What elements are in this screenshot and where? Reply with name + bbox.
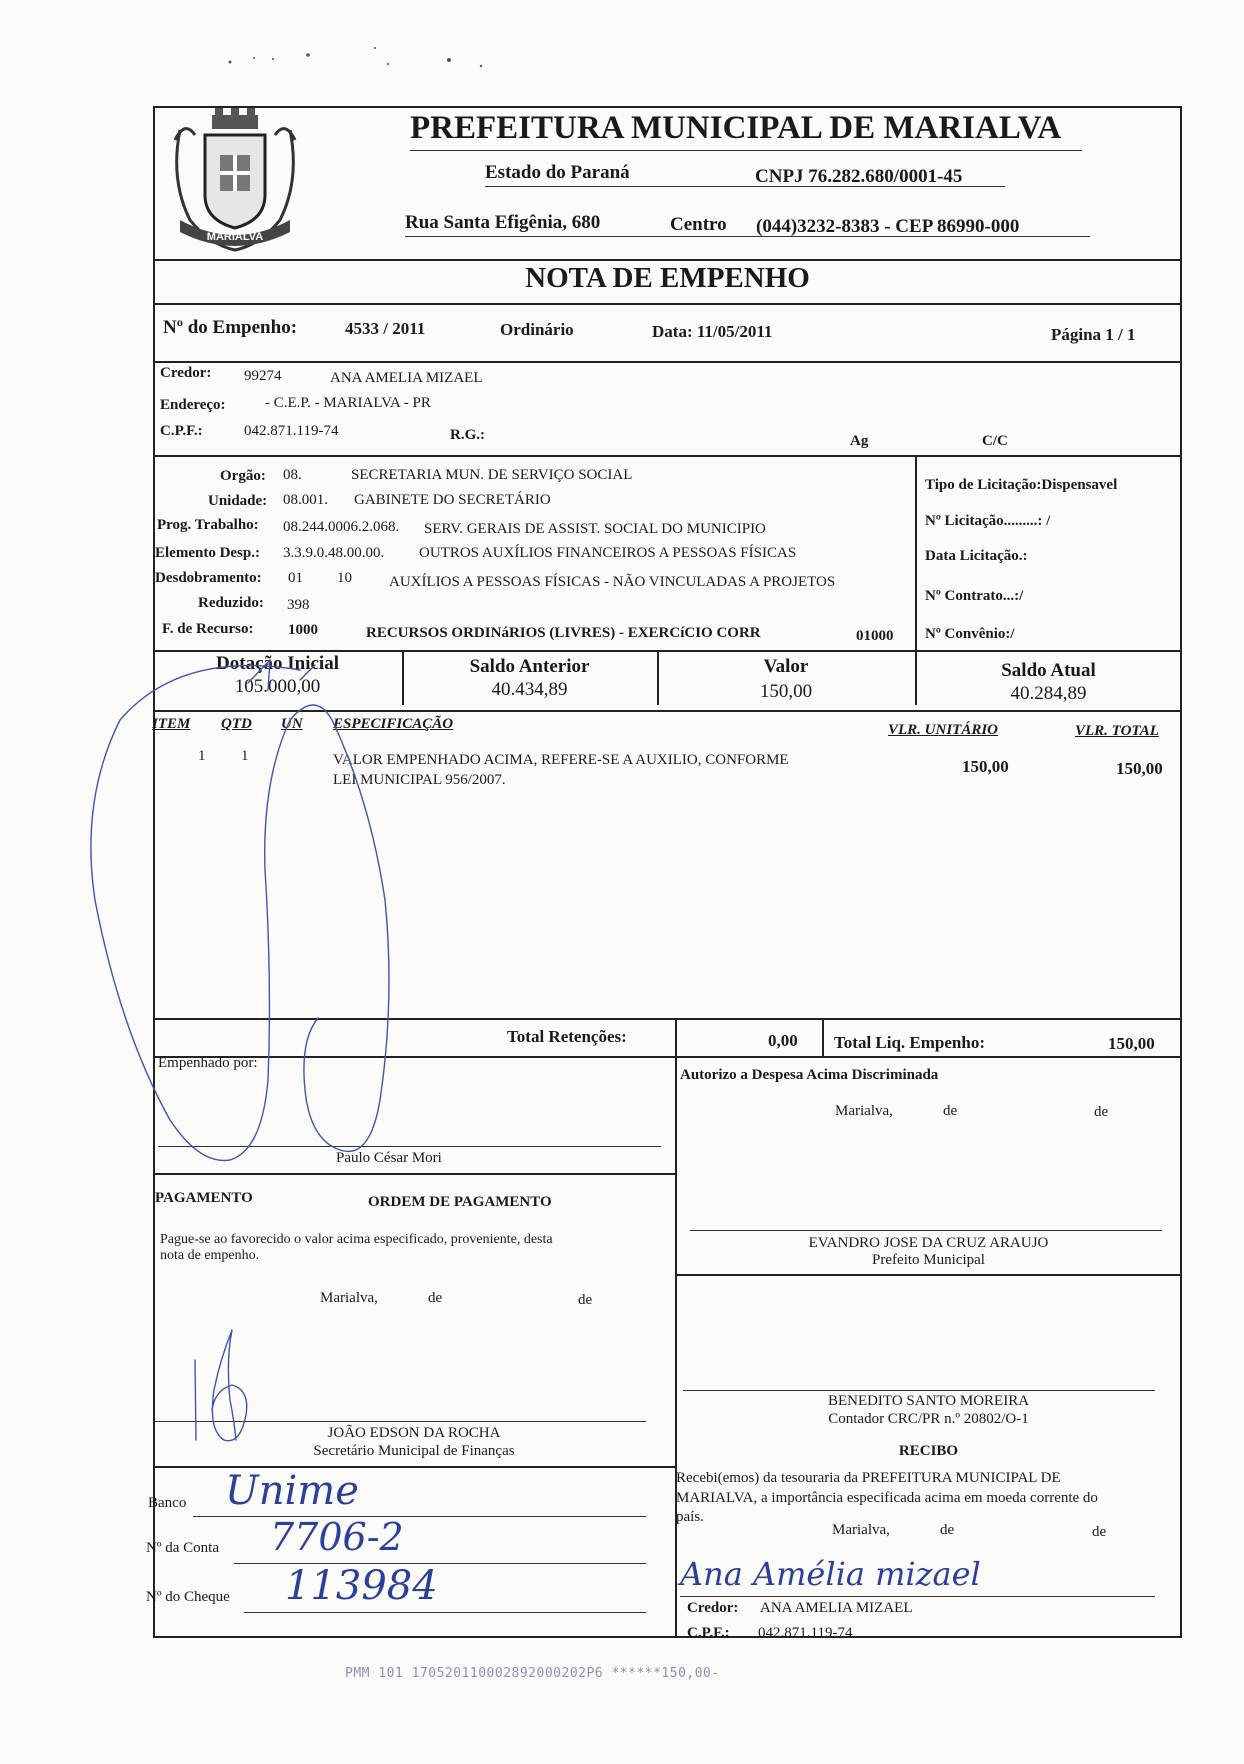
banco-label: Banco [148, 1495, 187, 1511]
empenho-number: 4533 / 2011 [345, 319, 426, 338]
numero-convenio: Nº Convênio:/ [925, 626, 1015, 642]
signature-line [683, 1390, 1155, 1391]
orgao-label: Orgão: [220, 468, 266, 484]
empenho-type: Ordinário [500, 320, 574, 339]
rule [153, 710, 1182, 712]
col-un-header: UN [281, 716, 303, 732]
dotacao-value: 105.000,00 [234, 676, 321, 697]
cc-label: C/C [982, 433, 1008, 449]
header-street: Rua Santa Efigênia, 680 [405, 212, 601, 233]
ordem-de-1: de [428, 1290, 443, 1306]
empenho-date: Data: 11/05/2011 [652, 322, 773, 341]
recibo-de-2: de [1092, 1524, 1107, 1540]
divider [675, 1018, 677, 1056]
item-number: 1 [198, 748, 206, 764]
header-state: Estado do Paraná [485, 162, 630, 183]
desdobramento-b: 10 [337, 570, 352, 586]
credor-code: 99274 [244, 368, 282, 384]
desdobramento-a: 01 [288, 570, 303, 586]
recibo-credor-label: Credor: [687, 1600, 739, 1616]
item-espec-line-1: VALOR EMPENHADO ACIMA, REFERE-SE A AUXILIO, CONFORME [333, 752, 789, 768]
pagamento-label: PAGAMENTO [155, 1190, 253, 1206]
recibo-city: Marialva, [832, 1522, 890, 1538]
unidade-code: 08.001. [283, 492, 328, 508]
recibo-cpf-label: C.P.F.: [687, 1625, 730, 1641]
cheque-line [244, 1612, 646, 1613]
data-licitacao: Data Licitação.: [925, 548, 1028, 564]
unidade-label: Unidade: [208, 493, 268, 509]
desdobramento-label: Desdobramento: [155, 570, 262, 586]
header-address-underline [405, 236, 1090, 237]
orgao-code: 08. [283, 467, 302, 483]
rule [153, 1018, 1182, 1020]
document-title: NOTA DE EMPENHO [525, 262, 810, 294]
recibo-text-1: Recebi(emos) da tesouraria da PREFEITURA MUNICIPAL DE [676, 1470, 1061, 1486]
ordem-text-2: nota de empenho. [160, 1248, 260, 1263]
item-vlr-unit: 150,00 [962, 757, 1009, 776]
barcode-text: PMM 101 170520110002892000202P6 ******150,00- [345, 1666, 720, 1681]
elemento-code: 3.3.9.0.48.00.00. [283, 545, 385, 561]
orgao-name: SECRETARIA MUN. DE SERVIÇO SOCIAL [351, 467, 633, 483]
cpf-value: 042.871.119-74 [244, 423, 339, 439]
recibo-text-2: MARIALVA, a importância especificada acima em moeda corrente do [676, 1490, 1098, 1506]
saldo-atual-value: 40.284,89 [1010, 683, 1087, 704]
page-number: Página 1 / 1 [1051, 325, 1136, 344]
tipo-licitacao: Tipo de Licitação:Dispensavel [925, 477, 1118, 493]
seal-banner: MARIALVA [206, 231, 264, 243]
rule [153, 455, 1182, 457]
col-vlr-total-header: VLR. TOTAL [1075, 723, 1159, 739]
secretario-name: JOÃO EDSON DA ROCHA [327, 1425, 501, 1441]
ordem-city: Marialva, [320, 1290, 378, 1306]
empenhado-por-name: Paulo César Mori [336, 1150, 442, 1166]
signature-line [680, 1596, 1155, 1597]
ordem-de-2: de [578, 1292, 593, 1308]
rule [153, 1173, 675, 1175]
cheque-label: Nº do Cheque [146, 1589, 230, 1605]
scan-specks [229, 47, 483, 67]
divider [915, 455, 917, 650]
col-vlr-unit-header: VLR. UNITÁRIO [888, 722, 999, 738]
recibo-signature: Ana Amélia mizael [680, 1555, 981, 1593]
item-qtd: 1 [241, 748, 249, 764]
saldo-anterior-value: 40.434,89 [491, 679, 568, 700]
unidade-name: GABINETE DO SECRETÁRIO [354, 492, 551, 508]
recurso-label: F. de Recurso: [162, 621, 254, 637]
rule [153, 1056, 1182, 1058]
contador-name: BENEDITO SANTO MOREIRA [827, 1393, 1030, 1409]
autorizo-de-2: de [1094, 1104, 1109, 1120]
recurso-code: 1000 [288, 622, 318, 638]
valor-label: Valor [763, 656, 809, 677]
recibo-text-3: país. [676, 1509, 704, 1525]
numero-licitacao: Nº Licitação.........: / [925, 513, 1051, 529]
header-cnpj: CNPJ 76.282.680/0001-45 [755, 166, 963, 187]
prog-label: Prog. Trabalho: [157, 517, 259, 533]
numero-contrato: Nº Contrato...:/ [925, 588, 1024, 604]
reduzido-value: 398 [287, 597, 310, 613]
signature-line [158, 1146, 661, 1147]
liquido-label: Total Liq. Empenho: [834, 1033, 985, 1052]
rule [153, 259, 1182, 261]
header-title: PREFEITURA MUNICIPAL DE MARIALVA [410, 110, 1062, 146]
retencoes-value: 0,00 [768, 1031, 798, 1050]
autorizo-de-1: de [943, 1103, 958, 1119]
recibo-label: RECIBO [898, 1443, 959, 1459]
coat-of-arms-icon [160, 100, 310, 260]
prog-name: SERV. GERAIS DE ASSIST. SOCIAL DO MUNICIPIO [424, 521, 766, 537]
desdobramento-name: AUXÍLIOS A PESSOAS FÍSICAS - NÃO VINCULADAS A PROJETOS [389, 574, 836, 590]
elemento-name: OUTROS AUXÍLIOS FINANCEIROS A PESSOAS FÍSICAS [419, 545, 797, 561]
ordem-pagamento-label: ORDEM DE PAGAMENTO [368, 1194, 552, 1210]
col-qtd-header: QTD [221, 716, 252, 732]
signature-line [155, 1421, 646, 1422]
rule [153, 650, 1182, 652]
empenhado-por-label: Empenhado por: [158, 1055, 258, 1071]
credor-label: Credor: [160, 365, 212, 381]
col-item-header: ITEM [152, 716, 191, 732]
header-title-underline [410, 150, 1082, 151]
retencoes-label: Total Retenções: [507, 1027, 627, 1046]
liquido-value: 150,00 [1108, 1034, 1155, 1053]
valor-value: 150,00 [759, 681, 813, 702]
prefeito-name: EVANDRO JOSE DA CRUZ ARAUJO [808, 1235, 1049, 1251]
ag-label: Ag [850, 433, 869, 449]
rule [675, 1274, 1182, 1276]
empenho-number-label: Nº do Empenho: [163, 317, 298, 338]
recurso-suffix: 01000 [856, 628, 894, 644]
item-vlr-total: 150,00 [1116, 759, 1163, 778]
rule [153, 361, 1182, 363]
item-espec-line-2: LEI MUNICIPAL 956/2007. [333, 772, 506, 788]
recibo-de-1: de [940, 1522, 955, 1538]
autorizo-city: Marialva, [835, 1103, 893, 1119]
divider [675, 1056, 677, 1638]
recurso-name: RECURSOS ORDINáRIOS (LIVRES) - EXERCíCIO CORR [366, 625, 761, 641]
conta-label: Nº da Conta [146, 1540, 219, 1556]
saldo-atual-label: Saldo Atual [1001, 660, 1096, 681]
rg-label: R.G.: [450, 427, 485, 443]
banco-line [193, 1516, 646, 1517]
conta-handwritten: 7706-2 [270, 1515, 404, 1559]
credor-name: ANA AMELIA MIZAEL [330, 370, 483, 386]
cpf-label: C.P.F.: [160, 423, 203, 439]
signature-line [690, 1230, 1162, 1231]
contador-title: Contador CRC/PR n.º 20802/O-1 [828, 1411, 1029, 1427]
banco-handwritten: Unime [225, 1468, 359, 1514]
col-espec-header: ESPECIFICAÇÃO [333, 716, 454, 732]
elemento-label: Elemento Desp.: [155, 545, 260, 561]
recibo-credor-name: ANA AMELIA MIZAEL [760, 1600, 913, 1616]
saldo-anterior-label: Saldo Anterior [469, 656, 590, 677]
cheque-handwritten: 113984 [285, 1563, 438, 1609]
divider [822, 1018, 824, 1056]
dotacao-label: Dotação Inicial [216, 653, 339, 674]
ordem-text-1: Pague-se ao favorecido o valor acima especificado, proveniente, desta [160, 1232, 553, 1247]
autorizo-label: Autorizo a Despesa Acima Discriminada [680, 1067, 939, 1083]
prog-code: 08.244.0006.2.068. [283, 519, 400, 535]
header-phone-cep: (044)3232-8383 - CEP 86990-000 [756, 216, 1020, 237]
prefeito-title: Prefeito Municipal [872, 1252, 985, 1268]
header-district: Centro [670, 214, 727, 235]
recibo-cpf: 042.871.119-74 [758, 1625, 853, 1641]
reduzido-label: Reduzido: [198, 595, 264, 611]
endereco-label: Endereço: [160, 397, 226, 413]
header-state-underline [485, 186, 1005, 187]
endereco-value: - C.E.P. - MARIALVA - PR [265, 395, 431, 411]
rule [153, 303, 1182, 305]
secretario-title: Secretário Municipal de Finanças [313, 1443, 515, 1459]
